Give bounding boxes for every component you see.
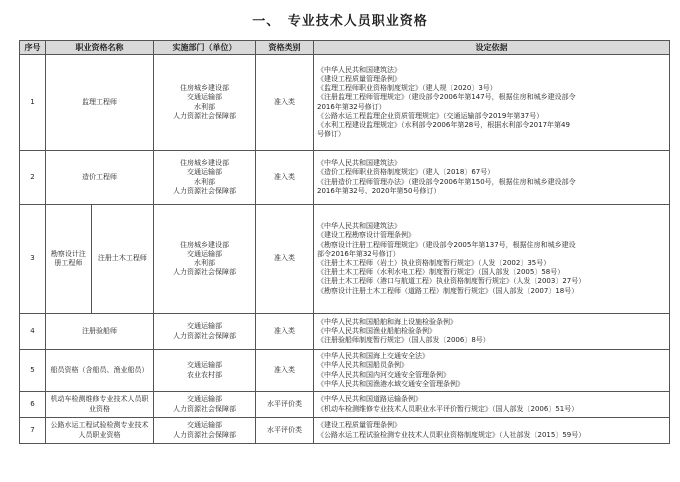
qualification-type: 准入类 <box>256 55 314 151</box>
basis-line: 《中华人民共和国道路运输条例》 <box>317 395 422 404</box>
table-row <box>20 151 670 205</box>
basis-line: 《公路水运工程监理企业资质管理规定》（交通运输部令2019年第37号） <box>317 111 544 120</box>
department-name: 水利部 <box>194 259 215 267</box>
legal-basis <box>314 392 670 418</box>
table-body <box>20 55 670 444</box>
qualification-name: 船员资格（含船员、渔业船员） <box>46 350 154 392</box>
basis-line: 《注册验船师制度暂行规定》（国人部发〔2006〕8号） <box>317 336 490 345</box>
basis-line: 《中华人民共和国船舶和海上设施检验条例》 <box>317 317 457 326</box>
implementing-departments <box>154 418 256 444</box>
basis-line: 《机动车检测维修专业技术人员职业水平评价暂行规定》（国人部发〔2006〕51号） <box>317 404 579 413</box>
department-name: 人力资源社会保障部 <box>173 186 236 195</box>
department-name: 交通运输部 <box>187 249 222 258</box>
department-name: 水利部 <box>194 177 215 186</box>
row-number: 2 <box>20 151 46 205</box>
legal-basis <box>314 205 670 314</box>
basis-line: 《建设工程质量管理条例》 <box>317 74 401 83</box>
implementing-departments <box>154 55 256 151</box>
row-number: 5 <box>20 350 46 392</box>
page-title: 一、 专业技术人员职业资格 <box>252 14 428 29</box>
basis-line: 《中华人民共和国建筑法》 <box>317 65 401 74</box>
legal-basis <box>314 55 670 151</box>
department-name: 交通运输部 <box>187 395 222 404</box>
qualification-name: 机动车检测维修专业技术人员职业资格 <box>46 392 154 418</box>
qualification-type: 准入类 <box>256 350 314 392</box>
basis-line: 《水利工程建设监理规定》（水利部令2006年第28号，根据水利部令2017年第49 <box>317 120 570 129</box>
header-dept: 实施部门（单位） <box>154 41 256 55</box>
header-basis: 设定依据 <box>314 41 670 55</box>
qualification-name: 监理工程师 <box>46 55 154 151</box>
basis-line: 《监理工程师职业资格制度规定》（建人规〔2020〕3号） <box>317 84 497 93</box>
department-name: 交通运输部 <box>187 168 222 177</box>
basis-line: 《注册监理工程师管理规定》（建设部令2006年第147号，根据住房和城乡建设部令 <box>317 93 576 102</box>
basis-line: 《中华人民共和国渔港水域交通安全管理条例》 <box>317 379 464 388</box>
qualification-type: 准入类 <box>256 205 314 314</box>
qualification-name: 造价工程师 <box>46 151 154 205</box>
row-number: 4 <box>20 314 46 350</box>
legal-basis <box>314 314 670 350</box>
department-name: 人力资源社会保障部 <box>173 430 236 439</box>
basis-line: 《中华人民共和国海上交通安全法》 <box>317 352 429 361</box>
qualification-name: 注册验船师 <box>46 314 154 350</box>
department-name: 人力资源社会保障部 <box>173 331 236 340</box>
department-name: 交通运输部 <box>187 361 222 370</box>
legal-basis <box>314 151 670 205</box>
row-number: 3 <box>20 205 46 314</box>
basis-line: 《注册土木工程师（港口与航道工程）执业资格制度暂行规定》（人发〔2003〕27号） <box>317 277 586 286</box>
qualification-table <box>19 40 670 444</box>
basis-line: 《公路水运工程试验检测专业技术人员职业资格制度规定》（人社部发〔2015〕59号） <box>317 430 586 439</box>
department-name: 交通运输部 <box>187 93 222 102</box>
department-name: 水利部 <box>194 102 215 111</box>
qualification-type: 水平评价类 <box>256 392 314 418</box>
basis-line: 《中华人民共和国船员条例》 <box>317 361 408 370</box>
department-name: 住房城乡建设部 <box>180 159 229 168</box>
table-row <box>20 392 670 418</box>
department-name: 人力资源社会保障部 <box>173 268 236 277</box>
table-header-row <box>20 41 670 55</box>
department-name: 农业农村部 <box>187 370 222 379</box>
qualification-subname: 注册土木工程师 <box>97 254 147 263</box>
row-number: 6 <box>20 392 46 418</box>
header-name: 职业资格名称 <box>46 41 154 55</box>
basis-line: 《建设工程勘察设计管理条例》 <box>317 231 415 240</box>
basis-line: 《勘察设计注册土木工程师（道路工程）制度暂行规定》（国人部发〔2007〕18号） <box>317 286 579 295</box>
basis-line: 《注册土木工程师（岩土）执业资格制度暂行规定》（人发〔2002〕35号） <box>317 259 551 267</box>
basis-line: 《中华人民共和国建筑法》 <box>317 159 401 168</box>
basis-line: 号修订） <box>317 130 345 139</box>
basis-line: 《建设工程质量管理条例》 <box>317 421 401 430</box>
legal-basis <box>314 418 670 444</box>
basis-line: 《造价工程师职业资格制度规定》（建人〔2018〕67号） <box>317 168 495 177</box>
basis-line: 2016年第32号、2020年第50号修订） <box>317 186 441 195</box>
header-no: 序号 <box>20 41 46 55</box>
department-name: 住房城乡建设部 <box>180 84 229 93</box>
table-row <box>20 314 670 350</box>
department-name: 交通运输部 <box>187 421 222 430</box>
basis-line: 部令2016年第32号修订） <box>317 249 400 258</box>
table-row <box>20 205 670 314</box>
qualification-name: 勘察设计注册工程师 <box>46 205 92 313</box>
department-name: 人力资源社会保障部 <box>173 404 236 413</box>
row-number: 1 <box>20 55 46 151</box>
basis-line: 《注册土木工程师（水利水电工程）制度暂行规定》（国人部发〔2005〕58号） <box>317 268 565 277</box>
table-row <box>20 55 670 151</box>
basis-line: 《勘察设计注册工程师管理规定》（建设部令2005年第137号，根据住房和城乡建设 <box>317 240 576 249</box>
basis-line: 《中华人民共和国内河交通安全管理条例》 <box>317 370 450 379</box>
department-name: 人力资源社会保障部 <box>173 111 236 120</box>
basis-line: 《中华人民共和国渔业船舶检验条例》 <box>317 326 436 335</box>
basis-line: 《注册造价工程师管理办法》（建设部令2006年第150号，根据住房和城乡建设部令 <box>317 177 576 186</box>
qualification-type: 水平评价类 <box>256 418 314 444</box>
basis-line: 《中华人民共和国建筑法》 <box>317 222 401 231</box>
qualification-name-cell <box>46 205 154 314</box>
implementing-departments <box>154 314 256 350</box>
qualification-name: 公路水运工程试验检测专业技术人员职业资格 <box>46 418 154 444</box>
implementing-departments <box>154 205 256 314</box>
implementing-departments <box>154 350 256 392</box>
qualification-type: 准入类 <box>256 314 314 350</box>
table-row <box>20 418 670 444</box>
legal-basis <box>314 350 670 392</box>
table-row <box>20 350 670 392</box>
header-type: 资格类别 <box>256 41 314 55</box>
qualification-type: 准入类 <box>256 151 314 205</box>
basis-line: 2016年第32号修订） <box>317 102 386 111</box>
implementing-departments <box>154 151 256 205</box>
department-name: 住房城乡建设部 <box>180 240 229 249</box>
implementing-departments <box>154 392 256 418</box>
department-name: 交通运输部 <box>187 322 222 331</box>
row-number: 7 <box>20 418 46 444</box>
